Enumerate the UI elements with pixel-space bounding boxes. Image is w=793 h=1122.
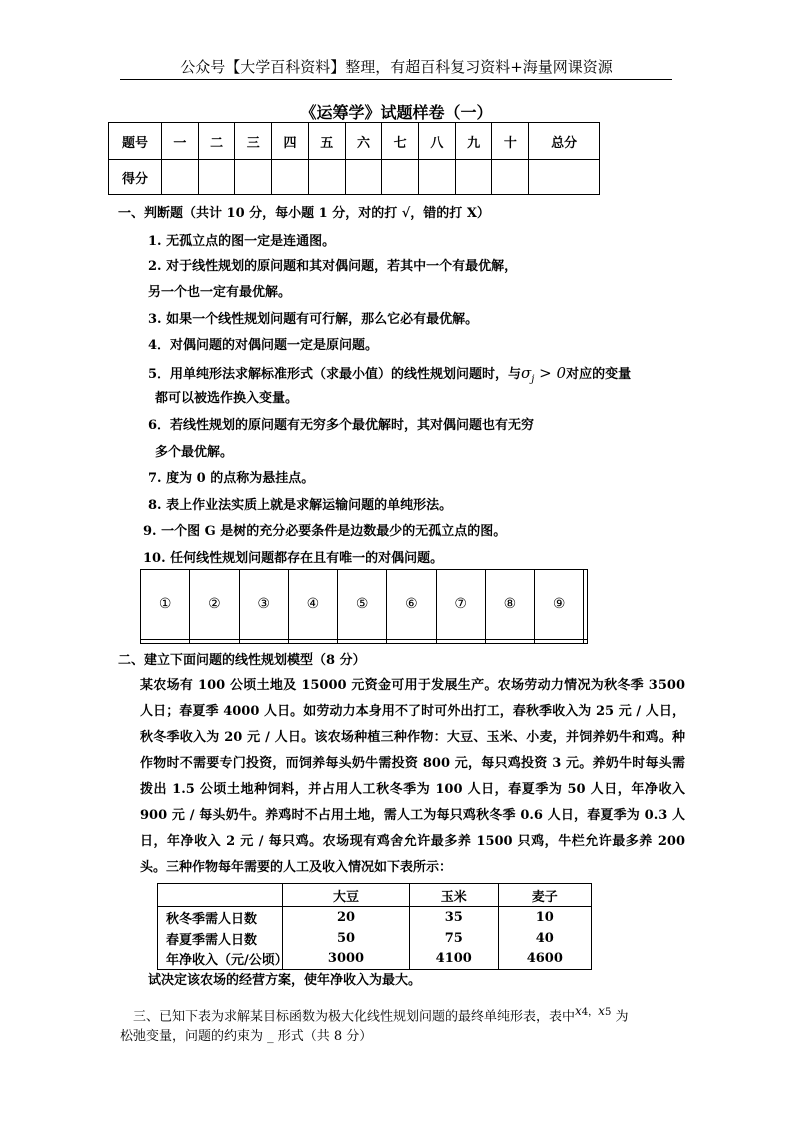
column-header: 十 [492,123,529,160]
answer-cell [436,639,485,643]
sigma-sub: j [531,374,535,385]
question-2: 2. 对于线性规划的原问题和其对偶问题，若其中一个有最优解， [148,259,518,274]
crop-value: 20 [283,907,410,928]
page-header: 公众号【大学百科资料】整理，有超百科复习资料+海量网课资源 [180,58,613,76]
crop-header: 玉米 [409,884,498,907]
x4-sub: 4 [581,1007,589,1018]
crop-value: 50 [283,928,410,949]
row-label: 得分 [109,160,162,195]
score-cell [529,160,600,195]
question-6: 6．若线性规划的原问题有无穷多个最优解时，其对偶问题也有无穷 [148,418,535,433]
question-3: 3. 如果一个线性规划问题有可行解，那么它必有最优解。 [148,312,479,327]
answer-table [140,569,588,644]
section3-tail: 为 [611,1009,629,1025]
column-header: 六 [345,123,382,160]
column-header: 三 [235,123,272,160]
column-header: 四 [272,123,309,160]
sigma-math [521,364,567,385]
x5-sub: 5 [604,1007,612,1018]
question-5-cont: 都可以被选作换入变量。 [155,391,299,406]
crop-header: 麦子 [498,884,591,907]
crop-value: 35 [409,907,498,928]
score-table [108,122,600,195]
crop-value: 75 [409,928,498,949]
x-sep: ， [588,1007,599,1018]
question-10: 10. 任何线性规划问题都存在且有唯一的对偶问题。 [143,551,444,566]
question-5-tail: 对应的变量 [566,367,632,382]
column-header: 七 [382,123,419,160]
header-rule [120,79,672,80]
score-cell [419,160,456,195]
row-label: 春夏季需人日数 [166,932,258,948]
question-7: 7. 度为 0 的点称为悬挂点。 [148,471,315,486]
question-5-text: 5．用单纯形法求解标准形式（求最小值）的线性规划问题时，与 [148,367,522,382]
answer-cell [239,639,288,643]
answer-cell [584,639,588,643]
score-cell [455,160,492,195]
section2-conclusion: 试决定该农场的经营方案，使年净收入为最大。 [148,973,422,988]
section3-text: 三、已知下表为求解某目标函数为极大化线性规划问题的最终单纯形表，表中 [133,1009,576,1025]
row-label: 秋冬季需人日数 [166,911,258,927]
question-5 [148,365,631,388]
column-header: 五 [308,123,345,160]
column-header: 二 [198,123,235,160]
score-cell [198,160,235,195]
question-9: 9. 一个图 G 是树的充分必要条件是边数最少的无孤立点的图。 [143,524,507,539]
column-header: 一 [162,123,199,160]
answer-cell [387,639,436,643]
answer-number: ④ [288,570,337,640]
score-cell [492,160,529,195]
answer-number: ⑤ [338,570,387,640]
column-header: 九 [455,123,492,160]
x4-var: x [575,1004,582,1018]
section2-heading: 二、建立下面问题的线性规划模型（8 分） [118,653,366,668]
answer-number [584,570,588,640]
score-cell [235,160,272,195]
answer-number: ① [141,570,190,640]
crop-value: 4100 [409,949,498,970]
answer-cell [338,639,387,643]
row-label: 年净收入（元/公顷） [166,953,288,969]
answer-number: ⑥ [387,570,436,640]
answer-number: ⑨ [535,570,584,640]
section1-heading: 一、判断题（共计 10 分，每小题 1 分，对的打 √，错的打 X） [118,206,490,221]
question-1: 1. 无孤立点的图一定是连通图。 [148,234,336,249]
question-4: 4．对偶问题的对偶问题一定是原问题。 [148,338,379,353]
answer-cell [190,639,239,643]
score-cell [345,160,382,195]
crop-value: 4600 [498,949,591,970]
crop-value: 3000 [283,949,410,970]
section2-body [0,673,793,1045]
crop-value: 10 [498,907,591,928]
answer-cell [288,639,337,643]
question-8: 8. 表上作业法实质上就是求解运输问题的单纯形法。 [148,498,453,513]
section3-line1 [133,1001,793,1027]
section3-line2: 松弛变量，问题的约束为 _ 形式（共 8 分） [120,1029,373,1045]
answer-number: ⑦ [436,570,485,640]
question-2-cont: 另一个也一定有最优解。 [148,285,292,300]
sigma-rest: > 0 [534,364,567,382]
answer-number: ⑧ [485,570,534,640]
column-header: 总分 [529,123,600,160]
answer-cell [535,639,584,643]
answer-number: ② [190,570,239,640]
section2-paragraph: 某农场有 100 公顷土地及 15000 元资金可用于发展生产。农场劳动力情况为秋冬季 3500 人日；春夏季 4000 人日。如劳动力本身用不了时可外出打工，春秋季收入为 25 元 / 人日，秋冬季收入为 20 元 / 人日。该农场种植三种作物：大豆、玉米、小麦，并饲养奶牛和鸡。种作物时不需要专门投资，而饲养每头奶牛需投资 800 元，每只鸡投资 3 元。养奶牛时每头需拨出 1.5 公顷土地种饲料，并占用人工秋冬季为 100 人日，春夏季为 50 人日，年净收入 900 元 / 每头奶牛。养鸡时不占用土地，需人工为每只鸡秋冬季 0.6 人日，春夏季为 0.3 人日，年净收入 2 元 / 每只鸡。农场现有鸡舍允许最多养 1500 只鸡，牛栏允许最多养 200 头。三种作物每年需要的人工及收入情况如下表所示： [140,678,685,875]
row-label: 题号 [109,123,162,160]
question-6-cont: 多个最优解。 [155,445,234,460]
score-cell [382,160,419,195]
crop-value: 40 [498,928,591,949]
answer-number: ③ [239,570,288,640]
sigma: σ [521,364,532,382]
crop-header [158,884,283,907]
score-cell [308,160,345,195]
crop-table [157,883,592,970]
score-cell [162,160,199,195]
score-cell [272,160,309,195]
exam-title: 《运筹学》试题样卷（一） [300,103,493,122]
answer-cell [141,639,190,643]
column-header: 八 [419,123,456,160]
answer-cell [485,639,534,643]
x5-var: x [598,1004,605,1018]
crop-header: 大豆 [283,884,410,907]
